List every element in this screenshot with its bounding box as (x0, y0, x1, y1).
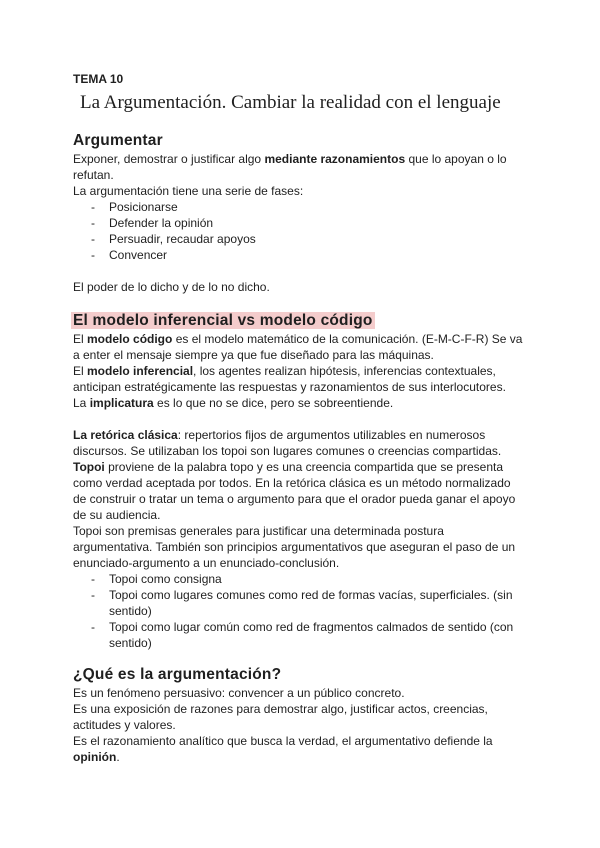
paragraph-line: de su audiencia. (73, 508, 161, 522)
paragraph-line: La retórica clásica: repertorios fijos de argumentos utilizables en numerosos (73, 428, 486, 442)
paragraph-line: discursos. Se utilizaban los topoi son lugares comunes o creencias compartidas. (73, 444, 502, 458)
page-title: La Argumentación. Cambiar la realidad con el lenguaje (80, 92, 501, 113)
paragraph-line: Topoi son premisas generales para justificar una determinada postura (73, 524, 444, 538)
list-item: Topoi como consigna (109, 572, 222, 586)
bullet-dash: - (91, 232, 95, 246)
paragraph-line: anticipan estratégicamente las respuestas y razonamientos de sus interlocutores. (73, 380, 506, 394)
list-item: Topoi como lugar común como red de fragmentos calmados de sentido (con (109, 620, 514, 634)
heading-modelo: El modelo inferencial vs modelo código (73, 312, 373, 329)
bullet-dash: - (91, 572, 95, 586)
bullet-dash: - (91, 588, 95, 602)
list-item: Defender la opinión (109, 216, 214, 230)
paragraph-line: El modelo código es el modelo matemático de la comunicación. (E-M-C-F-R) Se va (73, 332, 523, 346)
paragraph-line: argumentativa. También son principios argumentativos que aseguran el paso de un (73, 540, 516, 554)
paragraph-line: Exponer, demostrar o justificar algo mediante razonamientos que lo apoyan o lo (73, 152, 507, 166)
paragraph-line: Es un fenómeno persuasivo: convencer a un público concreto. (73, 686, 405, 700)
paragraph-line: de construir o tratar un tema o argumento para que el orador pueda ganar el apoyo (73, 492, 516, 506)
paragraph-line: opinión. (73, 750, 120, 764)
paragraph-line: La argumentación tiene una serie de fases: (73, 184, 304, 198)
paragraph-line: a enter el mensaje siempre ya que fue diseñado para las máquinas. (73, 348, 434, 362)
list-item-continuation: sentido) (109, 636, 152, 650)
paragraph-line: El poder de lo dicho y de lo no dicho. (73, 280, 270, 294)
bullet-dash: - (91, 200, 95, 214)
paragraph-line: actitudes y valores. (73, 718, 176, 732)
list-item: Convencer (109, 248, 168, 262)
heading-que-es: ¿Qué es la argumentación? (73, 666, 282, 683)
paragraph-line: Topoi proviene de la palabra topo y es una creencia compartida que se presenta (73, 460, 504, 474)
paragraph-line: enunciado-argumento a un enunciado-conclusión. (73, 556, 340, 570)
tema-label: TEMA 10 (73, 72, 124, 86)
list-item: Persuadir, recaudar apoyos (109, 232, 256, 246)
list-item: Posicionarse (109, 200, 178, 214)
paragraph-line: refutan. (73, 168, 114, 182)
heading-argumentar: Argumentar (73, 132, 163, 149)
paragraph-line: Es el razonamiento analítico que busca la verdad, el argumentativo defiende la (73, 734, 493, 748)
paragraph-line: Es una exposición de razones para demostrar algo, justificar actos, creencias, (73, 702, 488, 716)
bullet-dash: - (91, 620, 95, 634)
list-item-continuation: sentido) (109, 604, 152, 618)
bullet-dash: - (91, 216, 95, 230)
list-item: Topoi como lugares comunes como red de formas vacías, superficiales. (sin (109, 588, 513, 602)
paragraph-line: La implicatura es lo que no se dice, pero se sobreentiende. (73, 396, 394, 410)
paragraph-line: como verdad aceptada por todos. En la retórica clásica es un método normalizado (73, 476, 511, 490)
paragraph-line: El modelo inferencial, los agentes realizan hipótesis, inferencias contextuales, (73, 364, 496, 378)
bullet-dash: - (91, 248, 95, 262)
